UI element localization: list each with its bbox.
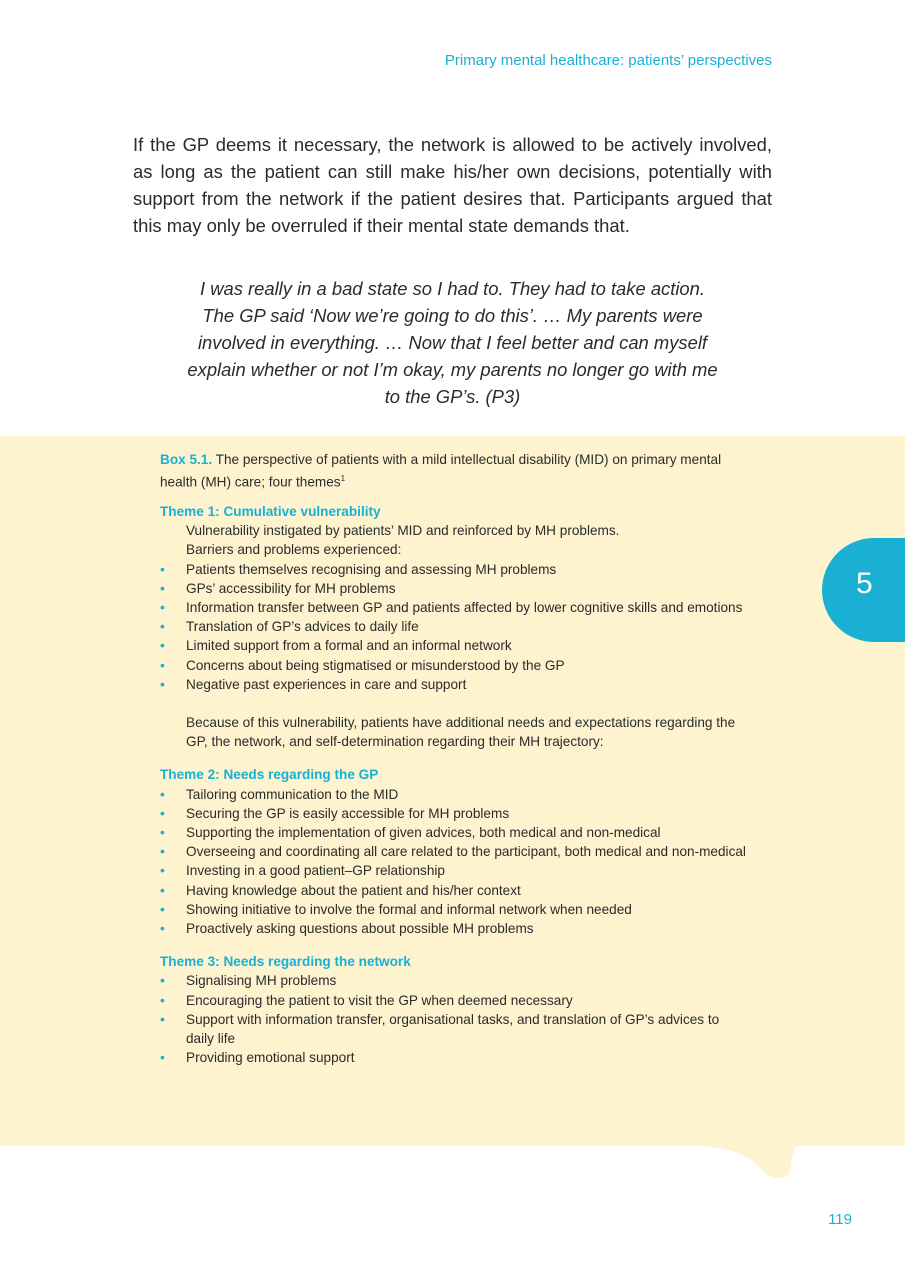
running-header: Primary mental healthcare: patients’ perspectives	[444, 52, 772, 69]
footnote-mark: 1	[340, 474, 346, 484]
list-item: • Showing initiative to involve the formal and informal network when needed	[160, 900, 750, 919]
page-number: 119	[828, 1211, 852, 1228]
list-item: • Supporting the implementation of given advices, both medical and non-medical	[160, 823, 750, 842]
list-item: • Information transfer between GP and patients affected by lower cognitive skills and emotions	[160, 598, 750, 617]
list-item: • Investing in a good patient–GP relationship	[160, 861, 750, 880]
body-paragraph: If the GP deems it necessary, the network is allowed to be actively involved, as long as the patient can still make his/her own decisions, potentially with support from the network if the patient desires that. Participants argued that this may only be overruled if their mental state demands that.	[133, 134, 772, 236]
list-item: • Signalising MH problems	[160, 971, 750, 990]
theme-1-closing: Because of this vulnerability, patients have additional needs and expectations regarding the GP, the network, and self-determination regarding their MH trajectory:	[186, 714, 736, 750]
list-item: • Providing emotional support	[160, 1048, 750, 1067]
list-item: • GPs’ accessibility for MH problems	[160, 579, 750, 598]
participant-quote	[180, 275, 725, 410]
list-item: • Support with information transfer, organisational tasks, and translation of GP’s advices to daily life	[160, 1010, 750, 1048]
list-item: • Concerns about being stigmatised or misunderstood by the GP	[160, 656, 750, 675]
quote-line: explain whether or not I’m okay, my parents no longer go with me	[187, 359, 718, 380]
list-item: • Encouraging the patient to visit the GP when deemed necessary	[160, 991, 750, 1010]
theme-3-heading: Theme 3: Needs regarding the network	[160, 954, 411, 970]
theme-1-intro: Vulnerability instigated by patients’ MID and reinforced by MH problems.	[186, 523, 620, 539]
quote-line: involved in everything. … Now that I feel better and can myself	[197, 332, 708, 353]
box-title	[160, 450, 750, 492]
quote-line: to the GP’s. (P3)	[384, 386, 521, 407]
theme-2-list	[160, 785, 750, 939]
theme-1-heading: Theme 1: Cumulative vulnerability	[160, 503, 381, 519]
list-item: • Negative past experiences in care and support	[160, 675, 750, 694]
list-item: • Having knowledge about the patient and his/her context	[160, 881, 750, 900]
box-label: Box 5.1.	[160, 452, 213, 467]
box-5-1	[160, 450, 750, 1067]
list-item: • Tailoring communication to the MID	[160, 785, 750, 804]
cloud-shape	[0, 1100, 905, 1178]
theme-1-intro: Barriers and problems experienced:	[186, 542, 402, 558]
quote-line: The GP said ‘Now we’re going to do this’. … My parents were	[202, 305, 703, 326]
list-item: • Limited support from a formal and an informal network	[160, 636, 750, 655]
quote-line: I was really in a bad state so I had to. They had to take action.	[199, 278, 705, 299]
chapter-number: 5	[856, 567, 873, 600]
theme-2-heading: Theme 2: Needs regarding the GP	[160, 767, 379, 783]
list-item: • Securing the GP is easily accessible for MH problems	[160, 804, 750, 823]
list-item: • Overseeing and coordinating all care related to the participant, both medical and non-medical	[160, 842, 750, 861]
box-cloud-decoration	[0, 1100, 905, 1200]
list-item: • Patients themselves recognising and assessing MH problems	[160, 560, 750, 579]
box-title-text: The perspective of patients with a mild intellectual disability (MID) on primary mental health (MH) care; four themes	[160, 452, 722, 490]
list-item: • Translation of GP’s advices to daily life	[160, 617, 750, 636]
theme-1-list	[160, 560, 750, 694]
theme-3-list	[160, 971, 750, 1067]
list-item: • Proactively asking questions about possible MH problems	[160, 919, 750, 938]
